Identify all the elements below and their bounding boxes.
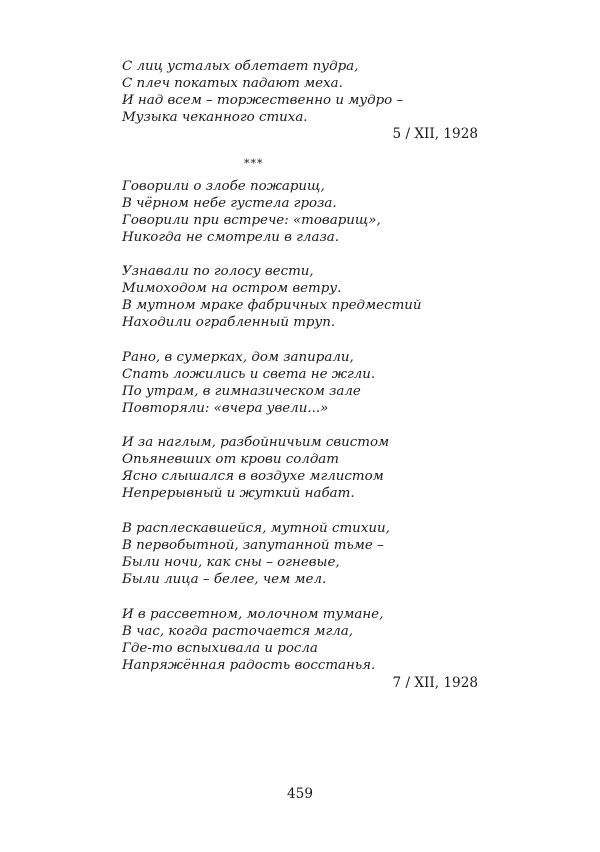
poem-date: 5 / XII, 1928 [392,126,478,142]
poem-line: Где-то вспыхивала и росла [122,641,318,656]
section-separator: *** [244,157,264,170]
poem-line: Говорили при встрече: «товарищ», [122,213,381,228]
poem-line: И над всем – торжественно и мудро – [122,93,404,108]
poem-line: И в рассветном, молочном тумане, [122,607,384,622]
poem-line: С лиц усталых облетает пудра, [122,59,359,74]
poem-line: В чёрном небе густела гроза. [122,196,337,211]
poem-line: В мутном мраке фабричных предместий [122,298,422,313]
poem-line: Напряжённая радость восстанья. [122,658,376,673]
poem-line: Рано, в сумерках, дом запирали, [122,350,354,365]
poem-line: Ясно слышался в воздухе мглистом [122,469,384,484]
poem-line: Музыка чеканного стиха. [122,110,308,125]
poem-line: Узнавали по голосу вести, [122,264,314,279]
poem-date: 7 / XII, 1928 [392,675,478,691]
poem-line: Опьяневших от крови солдат [122,452,339,467]
poem-line: Говорили о злобе пожарищ, [122,179,325,194]
poem-line: В первобытной, запутанной тьме – [122,538,384,553]
poem-line: Были лица – белее, чем мел. [122,572,327,587]
page-number: 459 [287,786,313,802]
poem-line: Никогда не смотрели в глаза. [122,230,339,245]
poem-line: И за наглым, разбойничьим свистом [122,435,390,450]
poem-line: Спать ложились и света не жгли. [122,367,376,382]
poem-line: В расплескавшейся, мутной стихии, [122,521,390,536]
poem-line: Непрерывный и жуткий набат. [122,486,355,501]
poem-line: Повторяли: «вчера увели...» [122,401,329,416]
poem-line: В час, когда расточается мгла, [122,624,353,639]
poem-line: Были ночи, как сны – огневые, [122,555,340,570]
poem-line: По утрам, в гимназическом зале [122,384,361,399]
poem-line: С плеч покатых падают меха. [122,76,343,91]
poem-line: Находили ограбленный труп. [122,315,336,330]
poem-line: Мимоходом на остром ветру. [122,281,342,296]
